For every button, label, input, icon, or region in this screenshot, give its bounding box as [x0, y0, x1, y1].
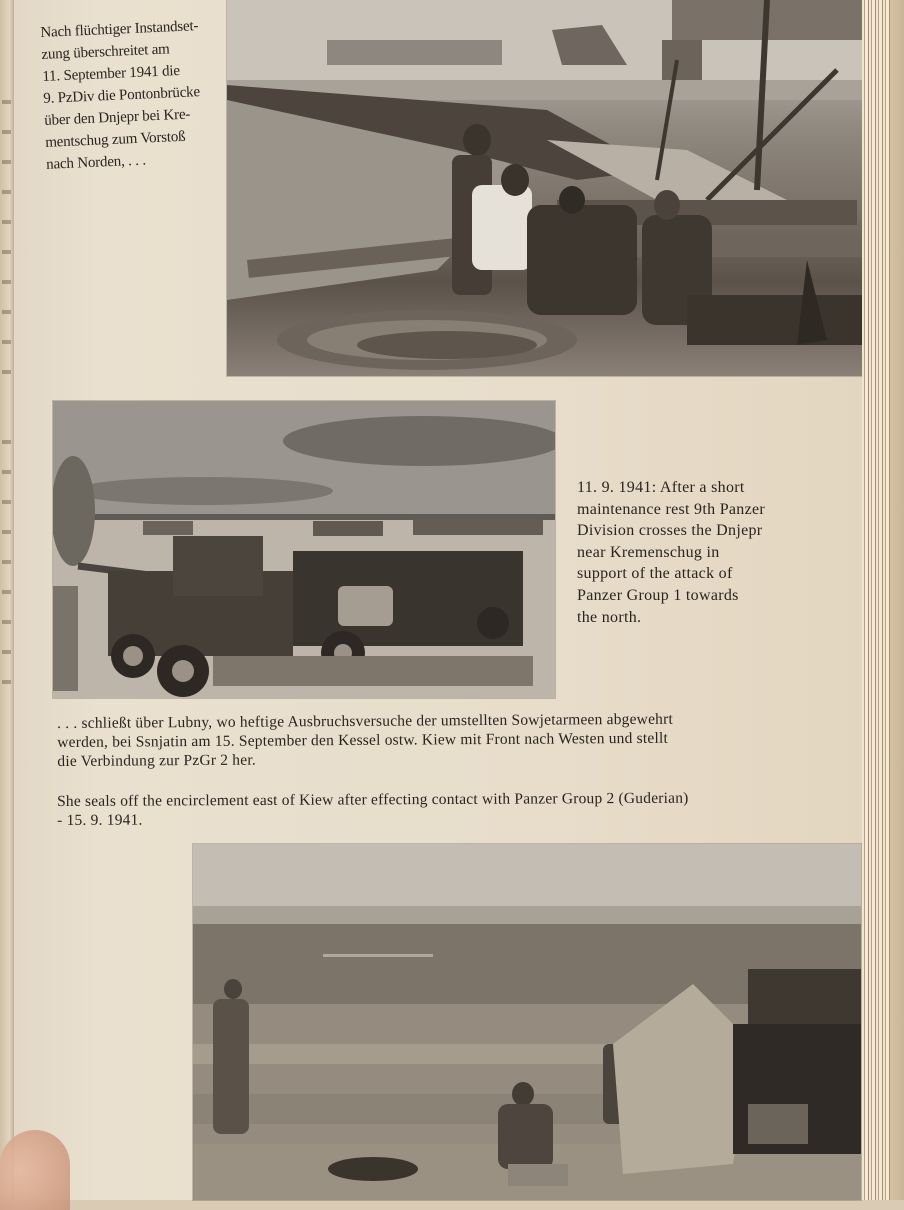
caption-line: support of the attack of: [577, 565, 733, 583]
background-surface: [890, 0, 904, 1200]
ghost-text-line: [2, 160, 11, 164]
photo-artillery-field: [193, 844, 861, 1200]
book-page-edges: [862, 0, 890, 1200]
english-caption-middle: [577, 477, 837, 628]
holding-thumb: [0, 1130, 70, 1210]
ghost-text-line: [2, 310, 11, 314]
ghost-text-line: [2, 530, 11, 534]
ghost-text-line: [2, 470, 11, 474]
caption-line: Panzer Group 1 towards: [577, 586, 739, 604]
caption-line: 11. 9. 1941: After a short: [577, 479, 745, 496]
ghost-text-line: [2, 190, 11, 194]
pontoon-bridge-illustration: [227, 0, 862, 376]
ghost-text-line: [2, 370, 11, 374]
ghost-text-line: [2, 220, 11, 224]
german-paragraph-lower: [57, 709, 797, 771]
ghost-text-line: [2, 130, 11, 134]
artillery-field-illustration: [193, 844, 861, 1200]
ghost-text-line: [2, 590, 11, 594]
photo-wrecked-vehicles: [53, 401, 555, 698]
caption-line: mentschug zum Vorstoß: [44, 128, 186, 151]
ghost-text-line: [2, 680, 11, 684]
wrecked-vehicles-illustration: [53, 401, 555, 698]
ghost-text-line: [2, 250, 11, 254]
paragraph-line: werden, bei Ssnjatin am 15. September den Kessel ostw. Kiew mit Front nach Westen und stellt: [57, 729, 669, 751]
photo-pontoon-bridge: [227, 0, 862, 376]
caption-line: maintenance rest 9th Panzer: [577, 500, 766, 518]
paragraph-line: . . . schließt über Lubny, wo heftige Ausbruchsversuche der umstellten Sowjetarmeen abgewehrt: [57, 710, 674, 732]
ghost-text-line: [2, 340, 11, 344]
caption-line: nach Norden, . . .: [45, 152, 147, 173]
ghost-text-line: [2, 280, 11, 284]
caption-line: 9. PzDiv die Pontonbrücke: [43, 84, 201, 107]
previous-page-edge: [0, 0, 14, 1200]
ghost-text-line: [2, 440, 11, 444]
paragraph-line: die Verbindung zur PzGr 2 her.: [57, 751, 256, 770]
english-paragraph-lower: [57, 788, 817, 830]
caption-line: zung überschreitet am: [41, 41, 170, 63]
caption-line: near Kremenschug in: [577, 543, 720, 561]
caption-line: 11. September 1941 die: [42, 62, 181, 85]
caption-line: the north.: [577, 608, 642, 626]
ghost-text-line: [2, 620, 11, 624]
ghost-text-line: [2, 500, 11, 504]
ghost-text-line: [2, 560, 11, 564]
ghost-text-line: [2, 100, 11, 104]
german-caption-top: [40, 14, 237, 176]
ghost-text-line: [2, 650, 11, 654]
caption-line: Division crosses the Dnjepr: [577, 522, 763, 540]
caption-line: über den Dnjepr bei Kre-: [43, 106, 191, 129]
paragraph-line: She seals off the encirclement east of Kiew after effecting contact with Panzer Group 2 (Guderian): [57, 789, 689, 810]
caption-line: Nach flüchtiger Instandset-: [40, 18, 199, 41]
paragraph-line: - 15. 9. 1941.: [57, 811, 143, 829]
